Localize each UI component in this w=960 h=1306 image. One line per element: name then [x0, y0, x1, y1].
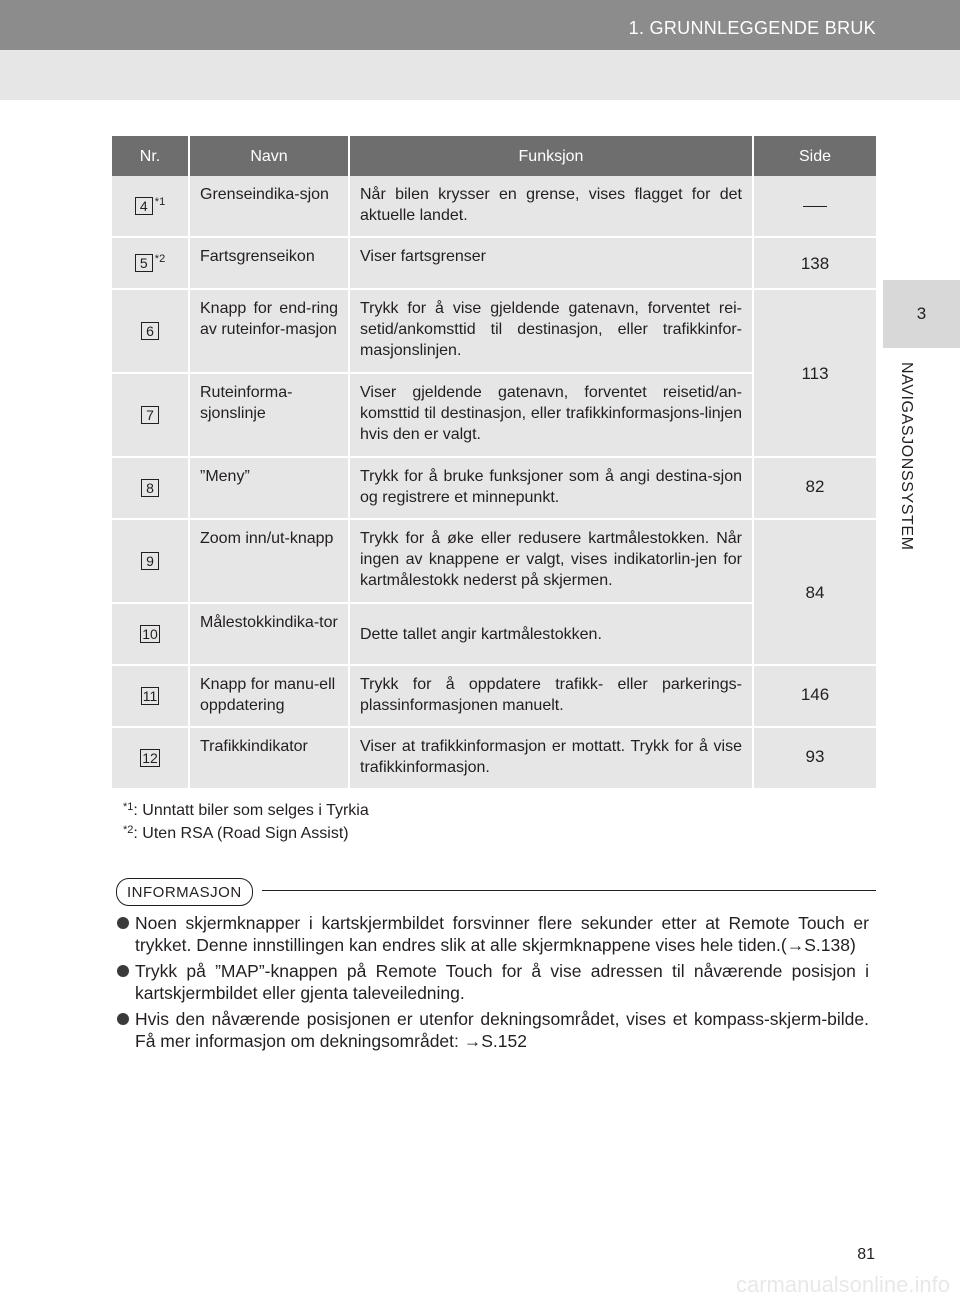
table-cell-side: 113: [752, 290, 876, 458]
col-header-side: Side: [752, 136, 876, 176]
col-header-funksjon: Funksjon: [348, 136, 752, 176]
info-bullets: [117, 912, 869, 1056]
table-row-nr: [112, 604, 188, 666]
list-item: [117, 960, 869, 1004]
function-table: [112, 136, 876, 790]
footnote-mark: *2: [154, 252, 166, 265]
section-tab: [883, 348, 960, 648]
table-cell-funksjon: Trykk for å oppdatere trafikk- eller parkerings-plassinformasjonen manuelt.: [348, 666, 752, 728]
table-cell-navn: Knapp for manu-ell oppdatering: [188, 666, 348, 728]
callout-number: 12: [142, 750, 158, 766]
table-cell-side: 146: [752, 666, 876, 728]
no-page-dash: [803, 206, 827, 207]
list-item: [117, 1008, 869, 1052]
table-cell-funksjon: Viser fartsgrenser: [348, 238, 752, 290]
col-header-navn: Navn: [188, 136, 348, 176]
table-cell-side: 93: [752, 728, 876, 790]
footnote-mark: *1: [154, 195, 166, 208]
footnote: [123, 823, 369, 846]
table-cell-navn: Zoom inn/ut-knapp: [188, 520, 348, 604]
table-cell-funksjon: Viser gjeldende gatenavn, forventet reisetid/an-komsttid til destinasjon, eller trafikkinformasjons-linjen hvis den er valgt.: [348, 374, 752, 458]
table-cell-navn: Trafikkindikator: [188, 728, 348, 790]
table-cell-funksjon: Viser at trafikkinformasjon er mottatt. Trykk for å vise trafikkinformasjon.: [348, 728, 752, 790]
table-row-nr: [112, 290, 188, 374]
section-tab-number: 3: [883, 280, 960, 348]
table-cell-funksjon: Trykk for å bruke funksjoner som å angi destina-sjon og registrere et minnepunkt.: [348, 458, 752, 520]
table-cell-funksjon: Når bilen krysser en grense, vises flagget for det aktuelle landet.: [348, 176, 752, 238]
callout-number: 6: [141, 322, 159, 340]
callout-number: 9: [141, 552, 159, 570]
bullet-icon: [117, 965, 129, 977]
footnote-mark: *2: [123, 824, 134, 836]
table-row-nr: [112, 666, 188, 728]
table-cell-navn: Knapp for end-ring av ruteinfor-masjon: [188, 290, 348, 374]
bullet-text: Hvis den nåværende posisjonen er utenfor dekningsområdet, vises et kompass-skjerm-bilde. Få mer informasjon om dekningsområdet: →S.152: [135, 1009, 869, 1051]
table-cell-funksjon: Dette tallet angir kartmålestokken.: [348, 604, 752, 666]
footnote-mark: *1: [123, 801, 134, 813]
table-cell-navn: Målestokkindika-tor: [188, 604, 348, 666]
table-row-nr: [112, 520, 188, 604]
table-cell-side: 84: [752, 520, 876, 666]
table-row-nr: [112, 238, 188, 290]
callout-number: 10: [142, 626, 158, 642]
callout-number: 5: [135, 254, 153, 272]
table-cell-funksjon: Trykk for å øke eller redusere kartmålestokken. Når ingen av knappene er valgt, vises indikatorlin-jen for kartmålestokk nederst på skjermen.: [348, 520, 752, 604]
col-header-nr: Nr.: [139, 147, 161, 165]
bullet-icon: [117, 1013, 129, 1025]
footnote-text: : Unntatt biler som selges i Tyrkia: [133, 802, 369, 819]
callout-number: 7: [141, 406, 159, 424]
table-cell-side: 82: [752, 458, 876, 520]
table-cell-side: [752, 176, 876, 238]
callout-number: 4: [135, 197, 153, 215]
table-header: [112, 136, 876, 176]
footnote: [123, 800, 369, 823]
footnotes: [123, 800, 369, 846]
bullet-icon: [117, 917, 129, 929]
list-item: [117, 912, 869, 956]
watermark: carmanualsonline.info: [735, 1272, 950, 1297]
page-number: 81: [857, 1246, 875, 1263]
table-row-nr: [112, 176, 188, 238]
table-row-nr: [112, 728, 188, 790]
table-cell-navn: Ruteinforma-sjonslinje: [188, 374, 348, 458]
table-cell-navn: ”Meny”: [188, 458, 348, 520]
table-cell-side: 138: [752, 238, 876, 290]
callout-number: 8: [141, 479, 159, 497]
table-row-nr: [112, 458, 188, 520]
table-row-nr: [112, 374, 188, 458]
info-label: INFORMASJON: [116, 878, 253, 906]
bullet-text: Noen skjermknapper i kartskjermbildet forsvinner flere sekunder etter at Remote Touch er trykket. Denne innstillingen kan endres slik at alle skjermknappene vises hele tiden.(→S.138): [135, 913, 869, 955]
footnote-text: : Uten RSA (Road Sign Assist): [133, 825, 349, 842]
callout-number: 11: [142, 688, 158, 704]
table-body: [112, 176, 876, 790]
section-tab-label: NAVIGASJONSSYSTEM: [898, 362, 915, 551]
chapter-title: 1. GRUNNLEGGENDE BRUK: [628, 18, 876, 38]
table-cell-navn: Grenseindika-sjon: [188, 176, 348, 238]
info-divider: [262, 890, 876, 891]
table-cell-funksjon: Trykk for å vise gjeldende gatenavn, forventet rei-setid/ankomsttid til destinasjon, eller trafikkinfor-masjonslinjen.: [348, 290, 752, 374]
bullet-text: Trykk på ”MAP”-knappen på Remote Touch for å vise adressen til nåværende posisjon i kartskjermbildet eller gjenta taleveiledning.: [135, 961, 869, 1003]
table-cell-navn: Fartsgrenseikon: [188, 238, 348, 290]
